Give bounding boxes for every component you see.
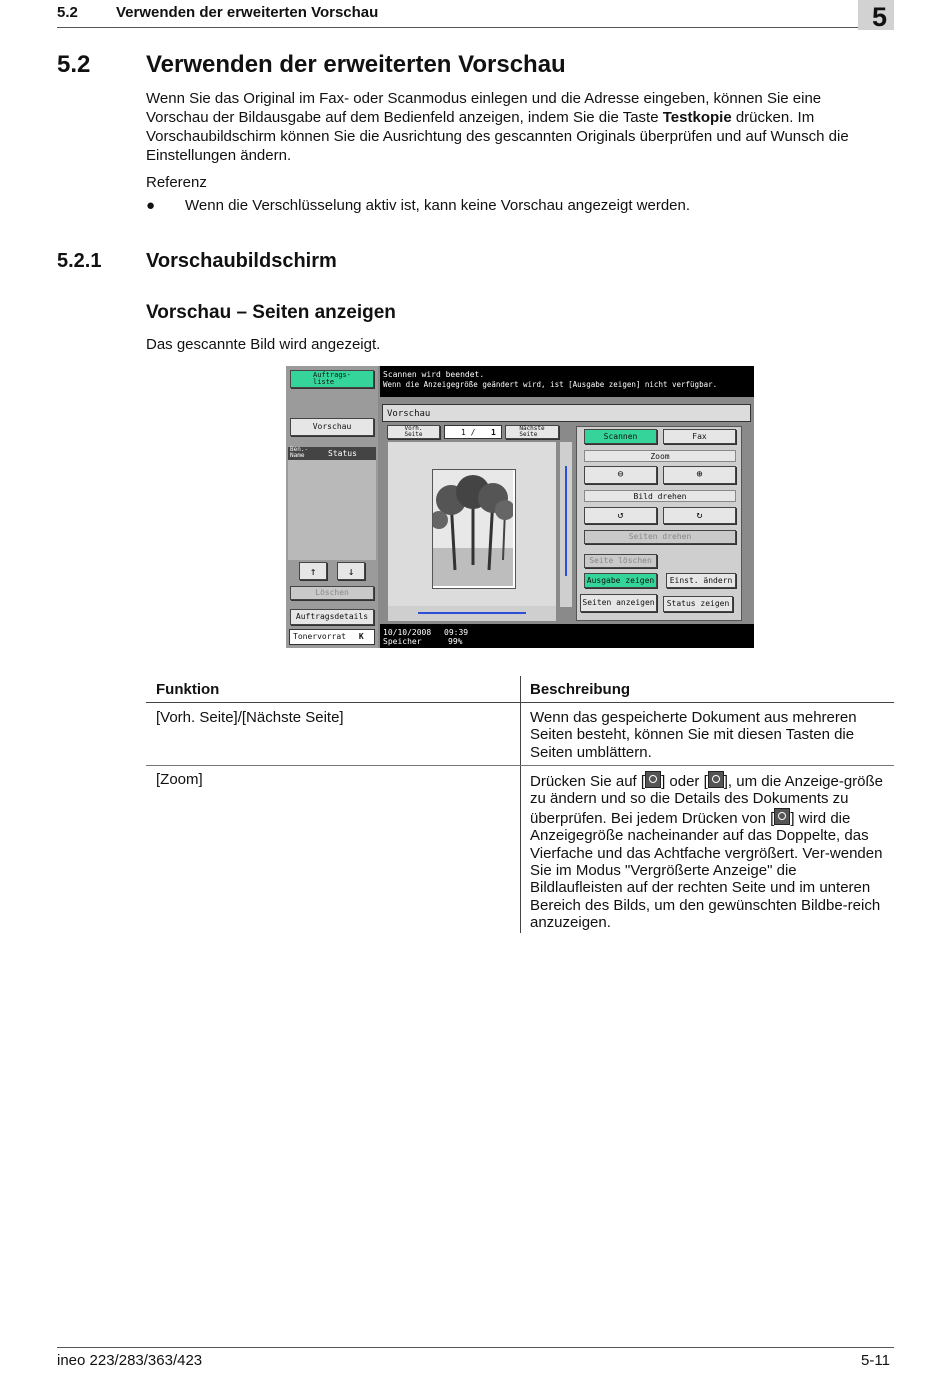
table-row-2-description [530, 771, 886, 932]
table-column-divider [520, 676, 521, 933]
memory-label: Speicher [383, 637, 422, 646]
zoom-out-button[interactable] [584, 466, 657, 484]
list-col-name: Ben.- Name [290, 446, 309, 459]
table-header-description: Beschreibung [530, 681, 631, 698]
rotate-left-icon: ↺ [617, 509, 624, 521]
horizontal-scrollbar[interactable] [388, 606, 556, 621]
page-total: 1 [491, 428, 496, 437]
zoom-label: Zoom [584, 450, 736, 462]
zoom-in-icon [774, 808, 790, 825]
toner-color: K [358, 632, 364, 641]
zoom-desc-text-1: Drücken Sie auf [ [530, 773, 646, 790]
heading2-number: 5.2.1 [57, 250, 102, 272]
prev-page-button[interactable]: Vorh. Seite [387, 425, 440, 439]
scan-button[interactable]: Scannen [584, 429, 657, 444]
table-row-2-function: [Zoom] [156, 771, 203, 788]
rotate-image-label: Bild drehen [584, 490, 736, 502]
time-display: 09:39 [444, 628, 469, 637]
heading1-title: Verwenden der erweiterten Vorschau [146, 51, 566, 78]
screenshot-caption: Das gescannte Bild wird angezeigt. [146, 336, 381, 353]
page-current: 1 / [461, 428, 476, 437]
zoom-out-icon [708, 771, 724, 788]
scroll-up-button[interactable]: ↑ [299, 562, 327, 580]
horizontal-scroll-track [418, 612, 526, 614]
show-status-button[interactable]: Status zeigen [663, 596, 733, 612]
footer-product: ineo 223/283/363/423 [57, 1352, 203, 1369]
zoom-desc-text-4: ] wird die Anzeigegröße nacheinander auf das Doppelte, das Vierfache und das Achtfache vergrößert. Ver-wenden Sie im Modus "Vergrößerte Anzeige" die Bildlaufleisten auf der rechten Seite und im unteren Bereich des Bilds, um den gewünschten Bildbe-reich anzuzeigen. [530, 809, 883, 932]
chapter-number: 5 [872, 2, 888, 32]
screen-title-bar: Vorschau [382, 404, 751, 422]
job-list [288, 460, 376, 560]
table-row-1-function: [Vorh. Seite]/[Nächste Seite] [156, 709, 344, 726]
scroll-down-button[interactable]: ↓ [337, 562, 365, 580]
zoom-desc-text-2: ] oder [ [661, 773, 708, 790]
intro-text-2: drücken. Im Vorschaubildschirm können Sie die Ausrichtung des gescannten Originals überprüfen und auf Wunsch die Einstellungen ändern. [146, 109, 849, 164]
rotate-right-button[interactable] [663, 507, 736, 524]
zoom-in-icon: ⊕ [696, 469, 703, 480]
intro-paragraph [146, 89, 876, 165]
footer-rule [57, 1347, 894, 1348]
table-row-rule [146, 765, 894, 766]
show-pages-tab[interactable]: Seiten anzeigen [580, 594, 657, 612]
status-strip [380, 624, 754, 648]
table-header-rule [146, 702, 894, 703]
zoom-in-button[interactable] [663, 466, 736, 484]
page-counter [444, 425, 502, 439]
rotate-left-button[interactable] [584, 507, 657, 524]
table-header-function: Funktion [156, 681, 220, 698]
running-header-section-number: 5.2 [57, 4, 78, 21]
memory-value: 99% [448, 637, 463, 646]
zoom-in-icon [645, 771, 661, 788]
intro-text-1: Wenn Sie das Original im Fax- oder Scanmodus einlegen und die Adresse eingeben, können Sie eine Vorschau der Bildausgabe auf dem Bedienfeld anzeigen, indem Sie die Taste [146, 90, 822, 126]
preview-button[interactable]: Vorschau [290, 418, 374, 436]
zoom-desc-text-3: ], um die Anzeige-größe zu ändern und so die Details des Dokuments zu überprüfen. Bei jedem Drücken von [ [530, 773, 884, 827]
date-display: 10/10/2008 [383, 628, 432, 637]
rotate-right-icon: ↻ [696, 509, 703, 521]
next-page-button[interactable]: Nächste Seite [505, 425, 559, 439]
delete-job-button[interactable]: Löschen [290, 586, 374, 600]
vertical-scroll-track [565, 466, 567, 576]
heading2-title: Vorschaubildschirm [146, 250, 337, 272]
footer-page-number: 5-11 [861, 1352, 890, 1369]
zoom-out-icon: ⊖ [617, 469, 624, 480]
vertical-scrollbar[interactable] [560, 442, 572, 607]
job-list-button[interactable]: Auftrags- liste [290, 370, 374, 388]
job-details-button[interactable]: Auftragsdetails [290, 609, 374, 625]
toner-label: Tonervorrat [293, 632, 346, 641]
scanned-image [432, 469, 516, 589]
header-rule [57, 27, 894, 28]
message-line-2: Wenn die Anzeigegröße geändert wird, ist [Ausgabe zeigen] nicht verfügbar. [383, 380, 718, 389]
message-box [380, 366, 754, 397]
reference-bullet-text: Wenn die Verschlüsselung aktiv ist, kann keine Vorschau angezeigt werden. [185, 197, 691, 214]
device-preview-screenshot [286, 366, 754, 648]
heading3: Vorschau – Seiten anzeigen [146, 302, 396, 323]
bullet-icon: ● [146, 197, 156, 214]
running-header-title: Verwenden der erweiterten Vorschau [116, 4, 379, 21]
delete-page-button[interactable]: Seite löschen [584, 554, 657, 568]
heading1-number: 5.2 [57, 51, 91, 78]
intro-key-testkopie: Testkopie [662, 109, 732, 126]
fax-button[interactable]: Fax [663, 429, 736, 444]
list-col-status: Status [328, 449, 357, 458]
job-list-header [288, 447, 376, 460]
toner-indicator [289, 629, 375, 645]
palm-tree-photo [433, 470, 513, 586]
change-settings-button[interactable]: Einst. ändern [666, 573, 736, 588]
table-row-1-description: Wenn das gespeicherte Dokument aus mehreren Seiten besteht, können Sie mit diesen Tasten die Seiten umblättern. [530, 709, 857, 761]
show-output-button[interactable]: Ausgabe zeigen [584, 573, 657, 588]
reference-label: Referenz [146, 174, 207, 191]
message-line-1: Scannen wird beendet. [383, 370, 485, 379]
rotate-pages-button[interactable]: Seiten drehen [584, 530, 736, 544]
